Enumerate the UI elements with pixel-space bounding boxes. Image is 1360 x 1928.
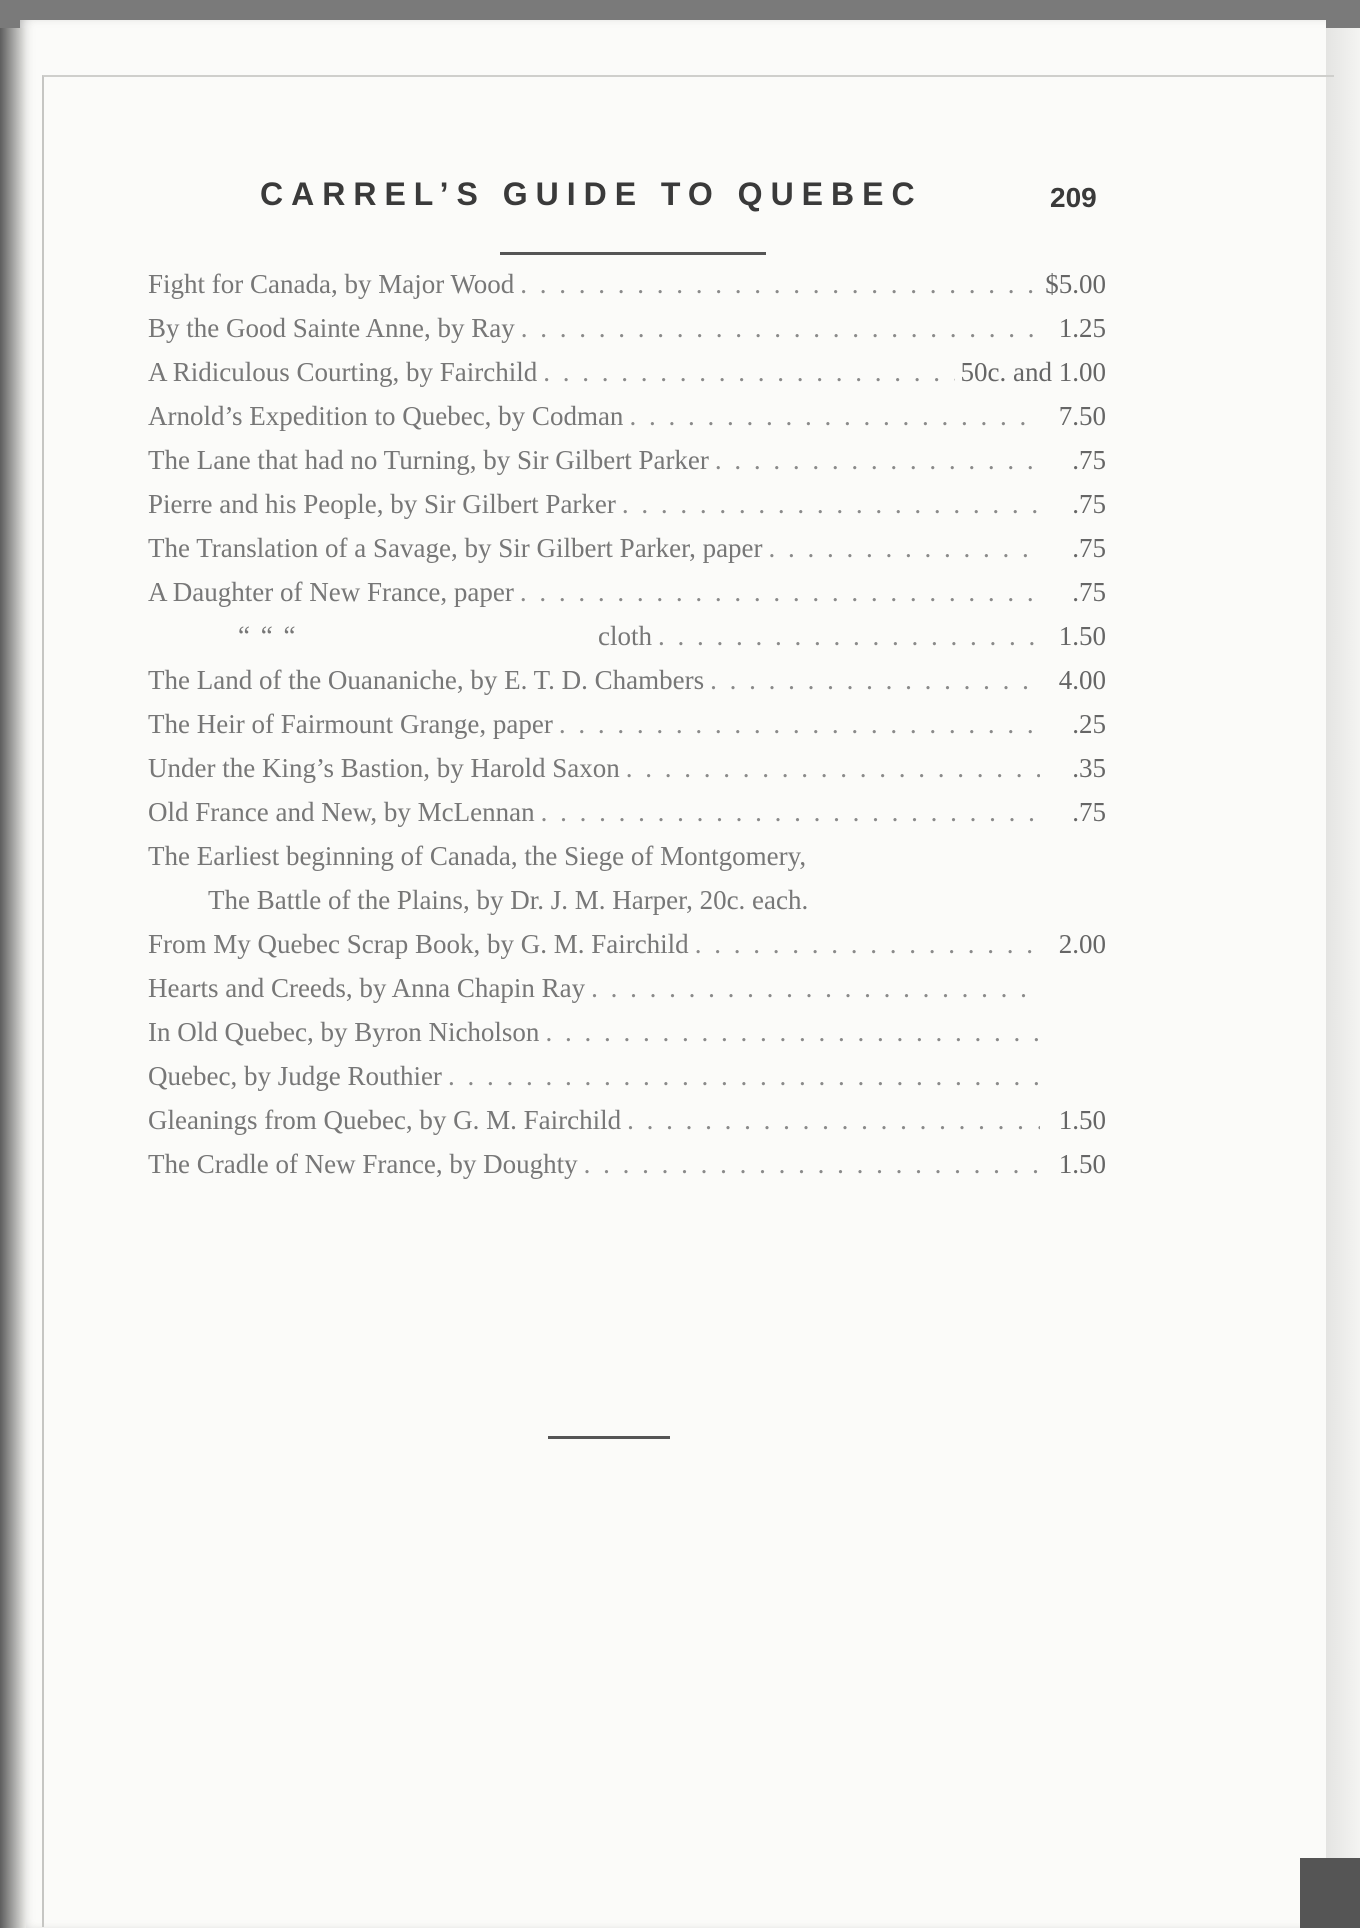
dot-leader xyxy=(658,614,1040,658)
book-price: .75 xyxy=(1072,533,1106,563)
list-item xyxy=(148,262,1106,306)
list-item xyxy=(148,834,1106,878)
book-price: .35 xyxy=(1072,753,1106,783)
book-title: The Cradle of New France, by Doughty xyxy=(148,1149,578,1179)
book-price: .75 xyxy=(1072,577,1106,607)
book-title: The Heir of Fairmount Grange, paper xyxy=(148,709,553,739)
book-title: Quebec, by Judge Routhier xyxy=(148,1061,442,1091)
dot-leader xyxy=(543,350,954,394)
book-price: 50c. and 1.00 xyxy=(960,357,1106,387)
book-title: The Translation of a Savage, by Sir Gilbert Parker, paper xyxy=(148,533,763,563)
list-item xyxy=(148,702,1106,746)
book-title: In Old Quebec, by Byron Nicholson xyxy=(148,1017,540,1047)
book-price: .75 xyxy=(1072,797,1106,827)
list-item xyxy=(148,526,1106,570)
page-gutter-shadow xyxy=(0,28,26,1928)
book-title: From My Quebec Scrap Book, by G. M. Fairchild xyxy=(148,929,689,959)
list-item xyxy=(148,966,1106,1010)
dot-leader xyxy=(769,526,1040,570)
closing-rule xyxy=(548,1436,670,1439)
book-title: Fight for Canada, by Major Wood xyxy=(148,269,515,299)
list-item xyxy=(148,1054,1106,1098)
dot-leader xyxy=(629,394,1040,438)
book-title: The Battle of the Plains, by Dr. J. M. Harper, 20c. each. xyxy=(208,885,809,915)
list-item xyxy=(148,922,1106,966)
list-item xyxy=(148,1098,1106,1142)
page-header xyxy=(260,168,1110,228)
list-item xyxy=(148,1010,1106,1054)
dot-leader xyxy=(591,966,1040,1010)
dot-leader xyxy=(622,482,1040,526)
running-title: CARREL’S GUIDE TO QUEBEC xyxy=(260,176,923,212)
dot-leader xyxy=(521,306,1040,350)
dot-leader xyxy=(710,658,1040,702)
list-item-continuation xyxy=(148,878,1106,922)
book-price: .75 xyxy=(1072,489,1106,519)
list-item xyxy=(148,790,1106,834)
book-title: A Daughter of New France, paper xyxy=(148,577,514,607)
book-price: 1.50 xyxy=(1058,621,1106,651)
header-rule xyxy=(500,252,766,255)
page-number: 209 xyxy=(1050,182,1097,213)
list-item xyxy=(148,306,1106,350)
book-title: By the Good Sainte Anne, by Ray xyxy=(148,313,515,343)
book-list xyxy=(148,262,1106,1186)
book-title: Pierre and his People, by Sir Gilbert Parker xyxy=(148,489,616,519)
dot-leader xyxy=(520,570,1040,614)
book-title: A Ridiculous Courting, by Fairchild xyxy=(148,357,538,387)
book-price: 1.50 xyxy=(1058,1149,1106,1179)
list-item xyxy=(148,570,1106,614)
dot-leader xyxy=(545,1010,1040,1054)
book-price: 7.50 xyxy=(1058,401,1106,431)
book-title: Gleanings from Quebec, by G. M. Fairchild xyxy=(148,1105,622,1135)
dot-leader xyxy=(695,922,1040,966)
book-price: 1.50 xyxy=(1058,1105,1106,1135)
ditto-marks: “ “ “ xyxy=(238,621,298,651)
book-price: 1.25 xyxy=(1058,313,1106,343)
list-item xyxy=(148,658,1106,702)
book-title: The Land of the Ouananiche, by E. T. D. Chambers xyxy=(148,665,705,695)
list-item xyxy=(148,482,1106,526)
list-item xyxy=(148,1142,1106,1186)
dot-leader xyxy=(626,746,1040,790)
list-item xyxy=(148,746,1106,790)
book-title: Hearts and Creeds, by Anna Chapin Ray xyxy=(148,973,586,1003)
book-price: $5.00 xyxy=(1045,269,1106,299)
dot-leader xyxy=(627,1098,1040,1142)
book-title: Old France and New, by McLennan xyxy=(148,797,535,827)
book-price: 4.00 xyxy=(1058,665,1106,695)
book-price: .25 xyxy=(1072,709,1106,739)
dot-leader xyxy=(715,438,1040,482)
dot-leader xyxy=(541,790,1040,834)
list-item xyxy=(148,438,1106,482)
book-title: The Earliest beginning of Canada, the Siege of Montgomery, xyxy=(148,841,807,871)
list-item xyxy=(148,614,1106,658)
dot-leader xyxy=(584,1142,1040,1186)
dot-leader xyxy=(520,262,1039,306)
book-title: Arnold’s Expedition to Quebec, by Codman xyxy=(148,401,624,431)
book-title: Under the King’s Bastion, by Harold Saxon xyxy=(148,753,620,783)
dot-leader xyxy=(559,702,1040,746)
book-title: The Lane that had no Turning, by Sir Gilbert Parker xyxy=(148,445,709,475)
book-title: cloth xyxy=(598,621,652,651)
book-price: 2.00 xyxy=(1058,929,1106,959)
list-item xyxy=(148,394,1106,438)
dot-leader xyxy=(448,1054,1040,1098)
list-item xyxy=(148,350,1106,394)
book-price: .75 xyxy=(1072,445,1106,475)
